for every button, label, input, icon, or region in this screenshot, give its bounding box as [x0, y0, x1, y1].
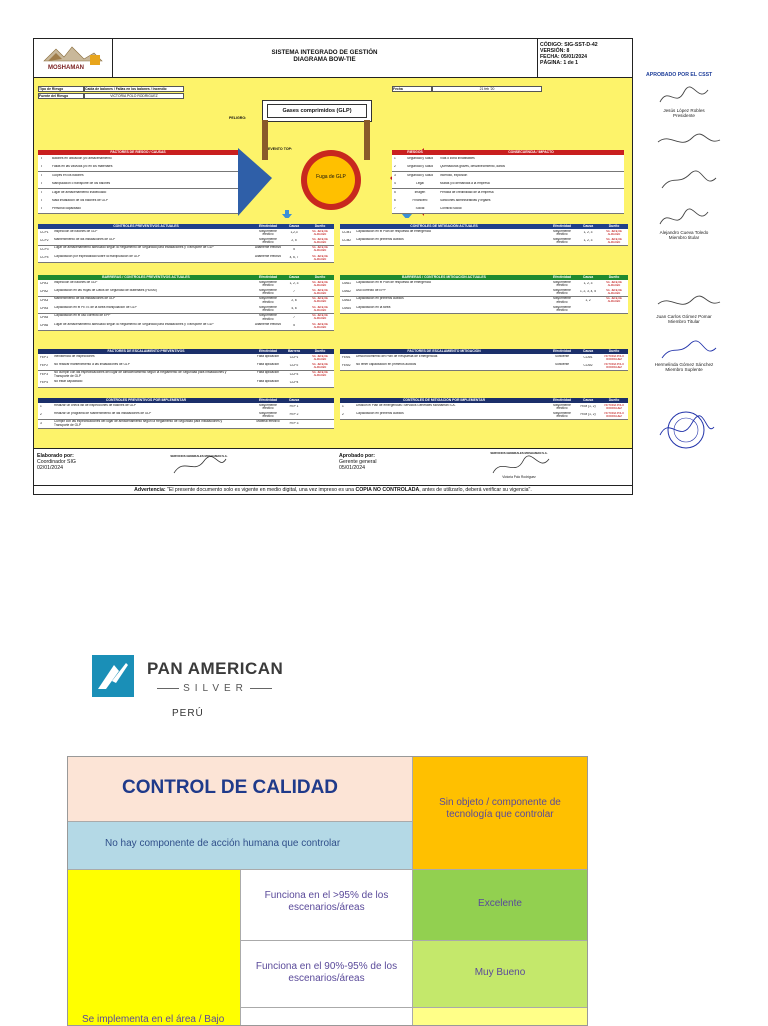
signatory-name: Juan Carlos Gómez Pomar: [656, 314, 712, 319]
preventive_current-id: CCP2: [40, 239, 49, 243]
escalation_preventive-col-owner: Dueño: [306, 349, 334, 354]
preventive_critical-state: Mayormente efectivo: [259, 288, 277, 296]
preventive_current-cause: 2, 5: [291, 239, 297, 243]
pan-american-silver: [147, 683, 282, 694]
qc-left-partial-text: Se implementa en el área / Bajo: [82, 1014, 225, 1025]
preventive_current-text: Lugar de almacenamiento adecuado según la Reglamento de Seguridad para Instalaciones y Transporte de GLP: [54, 246, 214, 250]
mitigation_to_implement-col-cause: Causa: [576, 398, 600, 403]
mitigation_current-col-cause: Causa: [576, 224, 600, 229]
escalation_mitigation-state: Suficiente: [555, 362, 569, 366]
csst-title: APROBADO POR EL CSST: [646, 72, 713, 78]
preventive_current-text: Mantenimiento de las instalaciones de GLP: [54, 237, 116, 241]
mitigation_critical-state: Mayormente efectivo: [553, 297, 571, 304]
preventive_current-text: Inspección de balones de GLP: [54, 229, 98, 233]
cause-text: Personal capacitado: [52, 207, 81, 211]
prepared-label: Elaborado por:: [37, 453, 74, 459]
qc-criterion-2-cell: [241, 941, 413, 1008]
escalation_preventive-id: FEP4: [40, 381, 48, 385]
preventive_to_implement-text: Realizar un check list de inspecciones de balones de GLP: [54, 403, 137, 407]
qc-criterion-2: Funciona en el 90%-95% de los escenarios/áreas: [255, 961, 398, 984]
mitigation_critical-owner: SG. JEFE DE ALMACÉN: [606, 297, 622, 304]
risk-type-value: Caída de balones / Fallas en los balones / Incendio: [84, 86, 184, 92]
date-value: 21 feb '20: [432, 86, 542, 92]
signature-scrawl: [650, 168, 730, 194]
preventive_critical-text: Capacitación en el PETS de la tarea manipulación de GLP: [54, 305, 137, 309]
mitigation_critical-state: Mayormente efectivo: [553, 288, 571, 296]
preventive_current-state: Mayormente efectivo: [259, 229, 277, 237]
preventive_current-owner: SG. JEFE DE ALMACÉN: [312, 237, 328, 244]
preventive_critical-owner: SG. JEFE DE ALMACÉN: [312, 305, 328, 312]
consequence-type: Imagen: [414, 190, 426, 194]
hazard-value: Gases comprimidos (GLP): [267, 104, 367, 118]
mitigation_critical-id: CMA4: [342, 307, 351, 311]
preventive_critical-owner: SG. JEFE DE ALMACÉN: [312, 280, 328, 287]
qc-title-cell: [68, 757, 413, 822]
consequence-index: 3: [394, 173, 396, 177]
risk-type-label: Tipo de Riesgo: [38, 86, 84, 92]
signatory-role: Miembro Titular: [668, 319, 700, 324]
hazard-label: PELIGRO:: [229, 116, 247, 120]
approved-block: [339, 453, 377, 471]
preventive_critical-text: Inspección de balones de GLP: [54, 280, 98, 284]
consequence-type: Financiero: [412, 199, 428, 202]
preventive_to_implement-cause: FEP 3: [289, 421, 299, 425]
preventive_critical-owner: SG. JEFE DE ALMACÉN: [312, 314, 328, 321]
cause-row: [38, 205, 238, 214]
causes-header: FACTORES DE RIESGO / CAUSAS: [38, 150, 238, 155]
preventive_current-col-owner: Dueño: [306, 224, 334, 229]
signatory-name: Hermelinda Gómez Sánchez: [654, 362, 714, 367]
escalation_mitigation-col-state: Efectividad: [548, 349, 576, 354]
preventive_current-owner: SG. JEFE DE ALMACÉN: [312, 246, 328, 253]
preventive_current-state: Mayormente efectivo: [259, 237, 277, 245]
preventive_critical-col-cause: Causa: [282, 275, 306, 280]
escalation_preventive-header: FACTORES DE ESCALAMIENTO PREVENTIVOS: [38, 349, 254, 354]
preventive_critical-id: CPA1: [40, 282, 49, 285]
consequence-index: 7: [394, 207, 396, 211]
mitigation_critical-state: Mayormente efectivo: [553, 280, 571, 288]
risk-source-value: VICTORIA POLO RODRIGUEZ: [84, 93, 184, 99]
document-title: DIAGRAMA BOW-TIE: [293, 56, 356, 63]
consequence-desc: Quemaduras graves, desvanecimiento, daños: [440, 165, 506, 169]
escalation_mitigation-header: FACTORES DE ESCALAMIENTO MITIGACIÓN: [340, 349, 548, 354]
preventive_current-owner: SG. JEFE DE ALMACÉN: [312, 229, 328, 236]
qc-rating-3-cell: [413, 1008, 587, 1025]
cause-text: Fallas en las válvulas y/o en los materiales: [52, 165, 113, 169]
top-event-label: EVENTO TOP:: [268, 147, 293, 151]
preventive_critical-owner: SG. JEFE DE ALMACÉN: [312, 288, 328, 295]
escalation_preventive-owner: SG. JEFE DE ALMACÉN: [312, 362, 328, 369]
preventive_current-col-state: Efectividad: [254, 224, 282, 229]
mitigation_current-cause: 1, 2, 3: [583, 239, 593, 243]
mitigation_to_implement-header: CONTROLES DE MITIGACIÓN POR IMPLEMENTAR: [340, 398, 548, 403]
mitigation_current-col-state: Efectividad: [548, 224, 576, 229]
preventive_critical-cause: 2, 6: [291, 298, 297, 302]
mitigation_to_implement-owner: VICTORIA POLO RODRIGUEZ: [604, 411, 624, 418]
preventive_critical-cause: 4, 6: [291, 307, 297, 311]
mitigation_current-id: CCM1: [342, 231, 352, 234]
qc-rating-1: Excelente: [478, 898, 522, 909]
escalation_preventive-text: No realizar mantenimiento a las instalaciones de GLP: [54, 362, 130, 366]
mitigation_current-header: CONTROLES DE MITIGACIÓN ACTUALES: [340, 224, 548, 229]
mitigation_current-col-owner: Dueño: [600, 224, 628, 229]
preventive_critical-state: Altamente efectivo: [254, 322, 282, 326]
qc-criterion-1-cell: [241, 870, 413, 941]
mitigation_to_implement-id: 1: [342, 405, 344, 408]
logo-wordmark: MOSHAMAN: [48, 65, 84, 71]
bowtie-document: [33, 38, 633, 495]
mitigation_to_implement-col-owner: Dueño: [600, 398, 628, 403]
mitigation_to_implement-text: Difusión el Plan de emergencias: Servicios Generales Moshaman S.A.: [356, 403, 456, 407]
mitigation_to_implement-owner: VICTORIA POLO RODRIGUEZ: [604, 403, 624, 410]
warning-bold: COPIA NO CONTROLADA: [355, 487, 420, 493]
preventive_critical-state: Mayormente efectivo: [259, 297, 277, 304]
signature-scrawl: [650, 128, 730, 154]
mitigation_critical-col-cause: Causa: [576, 275, 600, 280]
escalation_mitigation-owner: VICTORIA POLO RODRIGUEZ: [604, 362, 624, 369]
escalation_preventive-text: No estar capacitado: [54, 379, 83, 383]
prepared-role: Coordinador SIG: [37, 459, 76, 465]
qc-no-object-cell: [413, 757, 587, 870]
mitigation_critical-text: Uso correcto de EPP: [356, 288, 386, 292]
preventive_current-owner: SG. JEFE DE ALMACÉN: [312, 254, 328, 261]
doc-date: FECHA: 05/01/2024: [540, 54, 587, 60]
date-label: Fecha: [392, 86, 432, 92]
mitigation_current-text: Capacitación en el Plan de respuesta de emergencia: [356, 229, 431, 233]
qc-criterion-1: Funciona en el >95% de los escenarios/áreas: [264, 890, 389, 913]
escalation_mitigation-text: Desconocimiento del Plan de Respuesta de Emergencias: [356, 354, 438, 358]
mitigation_critical-header: BARRERAS / CONTROLES MITIGACIÓN ACTUALES: [340, 275, 548, 280]
qc-rating-2-cell: [413, 941, 587, 1008]
mitigation_current-state: Mayormente efectivo: [553, 229, 571, 237]
document-meta: [537, 39, 632, 77]
escalation_mitigation-row: [340, 362, 628, 371]
qc-rating-1-cell: [413, 870, 587, 941]
preventive_critical-id: CPA5: [40, 315, 49, 319]
approved-label: Aprobado por:: [339, 453, 376, 459]
consequence-type-header: RIESGOS: [392, 150, 438, 155]
qc-title: CONTROL DE CALIDAD: [122, 777, 339, 798]
preventive_critical-state: Mayormente efectivo: [259, 280, 277, 288]
cause-text: Mala instalación de los balones de GLP: [52, 199, 108, 202]
escalation_preventive-cause: CCP1: [289, 356, 299, 359]
consequence-desc: Pérdida de credibilidad de la empresa: [440, 190, 494, 194]
preventive_current-id: CCP4: [40, 256, 49, 260]
escalation_preventive-state: Falta aplicación: [256, 362, 280, 366]
company-logo: [34, 39, 113, 77]
mitigation_critical-col-owner: Dueño: [600, 275, 628, 280]
signatory-role: Miembro Suplente: [665, 367, 703, 372]
preventive_critical-text: Capacitación en las Hojas de Datos de Seguridad de Materiales (HDSM): [54, 288, 157, 292]
preventive_to_implement-cause: FEP 2: [289, 413, 299, 417]
preventive_critical-cause: 5: [293, 324, 295, 327]
cause-index: •: [41, 207, 43, 211]
signatory-name: Alejandro Cueva Toledo: [659, 230, 709, 235]
qc-no-human-cell: [68, 822, 413, 870]
mitigation_current-owner: SG. JEFE DE ALMACÉN: [606, 229, 622, 236]
preventive_to_implement-id: 2: [40, 413, 42, 417]
preventive_critical-cause: 7: [293, 315, 295, 319]
consequence-desc: Sanciones administrativas y legales: [440, 199, 491, 202]
mitigation_critical-row: [340, 305, 628, 314]
escalation_mitigation-cause: CCM2: [583, 364, 593, 368]
top-event-circle: [307, 156, 355, 204]
mitigation_current-row: [340, 237, 628, 246]
escalation_preventive-text: No cumplir con las especificaciones del lugar de almacenamiento según la Reglamento de Seguridad para Instalaciones y Transporte de GLP: [54, 371, 227, 378]
mitigation_critical-cause: 1, 2: [585, 298, 591, 302]
escalation_mitigation-state: Suficiente: [555, 354, 569, 358]
cause-index: •: [41, 173, 43, 177]
escalation_preventive-cause: CCP2: [289, 364, 299, 368]
hazard-box: [262, 100, 372, 122]
silver-text: SILVER: [183, 683, 248, 694]
signature-scrawl: [650, 84, 730, 110]
preventive_critical-id: CPA3: [40, 298, 49, 302]
preventive_critical-text: Capacitación en el uso correcto de EPP: [54, 314, 111, 318]
preventive_critical-cause: 1, 2, 3: [289, 282, 299, 285]
escalation_preventive-row: [38, 379, 334, 388]
mitigation_to_implement-col-state: Efectividad: [548, 398, 576, 403]
mitigation_critical-id: CMA3: [342, 298, 351, 302]
cause-index: •: [41, 182, 43, 186]
mitigation_critical-text: Capacitación en la tarea: [356, 305, 391, 309]
pan-american-logo: [92, 655, 292, 727]
warning-text: "El presente documento solo es vigente en medio digital, una vez impreso es una: [165, 487, 356, 493]
escalation_preventive-state: Falta aplicación: [256, 371, 280, 375]
escalation_preventive-id: FEP3: [40, 372, 48, 376]
preventive_critical-text: Mantenimiento de las instalaciones de GLP: [54, 297, 116, 301]
prepared-block: [37, 453, 76, 471]
qc-criterion-3-cell: [241, 1008, 413, 1025]
cause-text: Lugar de almacenamiento inadecuado: [52, 190, 107, 194]
escalation_preventive-text: Inexistencia de inspecciones: [54, 354, 95, 358]
csst-round-stamp: [656, 405, 716, 455]
risk-source-label: Fuente del Riesgo: [38, 93, 84, 99]
preventive_critical-owner: SG. JEFE DE ALMACÉN: [312, 322, 328, 329]
preventive_to_implement-text: Cumplir con las especificaciones del lugar de almacenamiento según la Reglamento de Seguridad para Instalaciones y Transporte de GLP: [54, 420, 223, 427]
mitigation_critical-state: Mayormente efectivo: [553, 305, 571, 313]
doc-page: PÁGINA: 1 de 1: [540, 60, 579, 66]
mitigation_critical-owner: SG. JEFE DE ALMACÉN: [606, 288, 622, 295]
document-header: [34, 39, 632, 78]
signature-scrawl: [650, 290, 730, 316]
mitigation_current-owner: SG. JEFE DE ALMACÉN: [606, 237, 622, 244]
preventive_critical-owner: SG. JEFE DE ALMACÉN: [312, 297, 328, 304]
mitigation_to_implement-cause: FEM (1, 2): [580, 413, 596, 417]
mitigation_current-cause: 1, 2, 3: [583, 231, 593, 234]
signatory-role: Miembro titular: [668, 235, 700, 240]
mitigation_critical-text: Capacitación en el Plan de respuesta de emergencia: [356, 280, 431, 284]
cause-index: •: [41, 165, 43, 169]
preventive_critical-id: CPA4: [40, 307, 49, 311]
escalation_preventive-id: FEP2: [40, 364, 48, 368]
mitigation_to_implement-text: Capacitación en primeros auxilios: [356, 411, 404, 415]
preventive_current-header: CONTROLES PREVENTIVOS ACTUALES: [38, 224, 254, 229]
top-event-value: Fuga de GLP: [316, 174, 346, 180]
mitigation_critical-id: CMA2: [342, 290, 351, 294]
down-arrow-left: [282, 210, 292, 218]
preventive_current-id: CCP3: [40, 247, 49, 251]
preventive_critical-id: CPA6: [40, 324, 49, 327]
mitigation_critical-cause: 1, 2, 3, 4, 5: [580, 290, 596, 294]
cause-index: •: [41, 199, 43, 202]
escalation_preventive-owner: SG. JEFE DE ALMACÉN: [312, 371, 328, 378]
pan-american-mark-icon: [92, 655, 134, 697]
escalation_preventive-col-state: Efectividad: [254, 349, 282, 354]
consequence-desc: Multas y/o demandas a la empresa: [440, 182, 490, 186]
signatures-column: [640, 80, 740, 480]
mitigation_to_implement-cause: FEM (1, 2): [580, 405, 596, 408]
escalation_preventive-cause: CCP3: [289, 372, 299, 376]
mitigation_to_implement-state: Mayormente efectivo: [553, 411, 571, 419]
preventive_current-col-cause: Causa: [282, 224, 306, 229]
preventive_to_implement-col-state: Efectividad: [254, 398, 282, 403]
mitigation_current-state: Mayormente efectivo: [553, 237, 571, 245]
preventive_to_implement-header: CONTROLES PREVENTIVOS POR IMPLEMENTAR: [38, 398, 254, 403]
escalation_preventive-col-cause: Barrera: [282, 349, 306, 354]
consequence-row: [392, 205, 624, 214]
preventive_critical-col-state: Efectividad: [254, 275, 282, 280]
preventive_critical-text: Lugar de almacenamiento adecuado según la Reglamento de Seguridad para Instalaciones y Transporte de GLP: [54, 322, 214, 326]
consequence-index: 2: [394, 165, 396, 169]
consequence-index: 6: [394, 199, 396, 202]
preventive_critical-cause: 7: [293, 290, 295, 294]
document-footer: [34, 449, 632, 485]
preventive_current-cause: 5: [293, 247, 295, 251]
qc-rating-2: Muy Bueno: [474, 967, 526, 978]
approved-date: 05/01/2024: [339, 465, 365, 471]
mitigation_critical-col-state: Efectividad: [548, 275, 576, 280]
mitigation_current-text: Capacitación en primeros auxilios: [356, 237, 404, 241]
cause-arrow: [238, 148, 272, 216]
mitigation_critical-owner: SG. JEFE DE ALMACÉN: [606, 280, 622, 287]
preventive_critical-row: [38, 322, 334, 331]
preventive_critical-id: CPA2: [40, 290, 49, 294]
signatory-name: Jesús López Robles: [663, 108, 705, 113]
escalation_preventive-owner: SG. JEFE DE ALMACÉN: [312, 354, 328, 361]
mitigation_critical-id: CMA1: [342, 282, 351, 285]
pan-american-name: PAN AMERICAN: [147, 659, 284, 678]
preventive_current-cause: 4, 6, 7: [289, 256, 299, 260]
escalation_preventive-state: Falta aplicación: [256, 379, 280, 383]
preventive_to_implement-row: [38, 420, 334, 429]
consequence-type: Seguridad y Salud: [406, 165, 434, 169]
consequence-index: 4: [394, 182, 396, 186]
uncontrolled-copy-warning: [34, 485, 632, 495]
escalation_preventive-state: Falta aplicación: [256, 354, 280, 358]
consequence-index: 5: [394, 190, 396, 194]
signatory-role: Presidente: [673, 113, 695, 118]
approved-stamp-text: SERVICIOS GENERALES MOSHAMAN S.A.: [490, 451, 548, 455]
warning-suffix: , antes de utilizarlo, deberá verificar su vigencia".: [419, 487, 532, 493]
consequence-type: Social: [415, 207, 425, 211]
cause-index: •: [41, 190, 43, 194]
escalation_preventive-cause: CCP4: [289, 381, 299, 385]
preventive_to_implement-cause: FEP 1: [289, 405, 299, 408]
approved-role: Gerente general: [339, 459, 377, 465]
bowtie-body: [34, 78, 632, 449]
consequence-desc: Incendio, explosión: [440, 173, 468, 177]
preventive_critical-state: Mayormente efectivo: [259, 305, 277, 313]
warning-prefix: Advertencia:: [134, 487, 166, 493]
qc-no-human-text: No hay componente de acción humana que controlar: [105, 838, 341, 849]
preventive_to_implement-state: Material efectivo: [256, 420, 280, 424]
consequence-desc: Conflicto social: [440, 207, 462, 211]
preventive_to_implement-state: Mayormente efectivo: [259, 403, 277, 411]
cause-index: •: [41, 157, 43, 160]
country-label: PERÚ: [172, 708, 204, 719]
escalation_mitigation-id: FEM1: [342, 356, 351, 359]
approved-stamp-name: Victoria Polo Rodríguez: [502, 475, 536, 479]
consequence-type: Seguridad y Salud: [406, 173, 434, 177]
consequence-desc: Vías o zona inhabitables: [440, 157, 475, 160]
prepared-stamp: [164, 453, 234, 481]
escalation_mitigation-id: FEM2: [342, 364, 351, 368]
mitigation_to_implement-id: 2: [342, 413, 344, 417]
preventive_to_implement-col-cause: Causa: [282, 398, 306, 403]
preventive_critical-header: BARRERAS / CONTROLES PREVENTIVOS ACTUALES: [38, 275, 254, 280]
cause-text: Manipulación o transporte de los balones: [52, 182, 111, 186]
escalation_mitigation-col-owner: Dueño: [600, 349, 628, 354]
consequence-desc-header: CONSECUENCIA / IMPACTO: [438, 150, 624, 155]
doc-version: VERSIÓN: 8: [540, 48, 570, 54]
mitigation_to_implement-row: [340, 411, 628, 420]
escalation_mitigation-text: No tener capacitación en primeros auxilios: [356, 362, 417, 366]
mitigation_critical-text: Capacitación en primeros auxilios: [356, 297, 404, 301]
title-block: [112, 39, 538, 77]
qc-left-yellow-cell: [68, 870, 241, 1025]
preventive_to_implement-state: Mayormente efectivo: [259, 411, 277, 419]
prepared-stamp-text: SERVICIOS GENERALES MOSHAMAN S.A.: [170, 454, 228, 458]
preventive_critical-col-owner: Dueño: [306, 275, 334, 280]
preventive_to_implement-text: Realizar un programa de Mantenimiento de las instalaciones de GLP: [54, 411, 152, 415]
prepared-date: 02/01/2024: [37, 465, 63, 471]
signature-scrawl: [650, 338, 730, 364]
preventive_to_implement-id: 1: [40, 405, 42, 408]
consequence-type: Seguridad y Salud: [406, 157, 434, 160]
preventive_critical-state: Mayormente efectivo: [259, 314, 277, 321]
escalation_mitigation-col-cause: Causa: [576, 349, 600, 354]
cause-text: Golpes en los balones: [52, 173, 84, 177]
preventive_current-text: Capacitación por especialidad sobre la manipulación de GLP: [54, 254, 141, 258]
mitigation_to_implement-state: Mayormente efectivo: [553, 403, 571, 411]
approved-stamp: [479, 451, 559, 483]
consequence-index: 1: [394, 157, 396, 160]
preventive_current-state: Altamente efectivo: [254, 254, 282, 258]
quality-control-table: [67, 756, 588, 1026]
preventive_current-cause: 1,2,3: [290, 231, 298, 234]
cause-text: Balones en ubicación y/o almacenamiento: [52, 157, 112, 160]
escalation_preventive-id: FEP1: [40, 356, 48, 359]
preventive_to_implement-id: 3: [40, 421, 42, 425]
preventive_current-id: CCP1: [40, 231, 49, 234]
qc-no-object-text: Sin objeto / componente de tecnología que controlar: [439, 797, 561, 820]
system-title: SISTEMA INTEGRADO DE GESTIÓN: [271, 49, 378, 56]
consequence-type: Legal: [416, 182, 424, 186]
signature-scrawl: [650, 206, 730, 232]
escalation_mitigation-owner: VICTORIA POLO RODRIGUEZ: [604, 354, 624, 361]
doc-code: CÓDIGO: SIG-SST-D-42: [540, 42, 598, 48]
mitigation_critical-cause: 1, 2, 3: [583, 282, 593, 285]
escalation_mitigation-cause: CCM1: [583, 356, 593, 359]
mitigation_current-id: CCM2: [342, 239, 352, 243]
preventive_current-state: Altamente efectivo: [254, 246, 282, 250]
preventive_current-row: [38, 254, 334, 263]
